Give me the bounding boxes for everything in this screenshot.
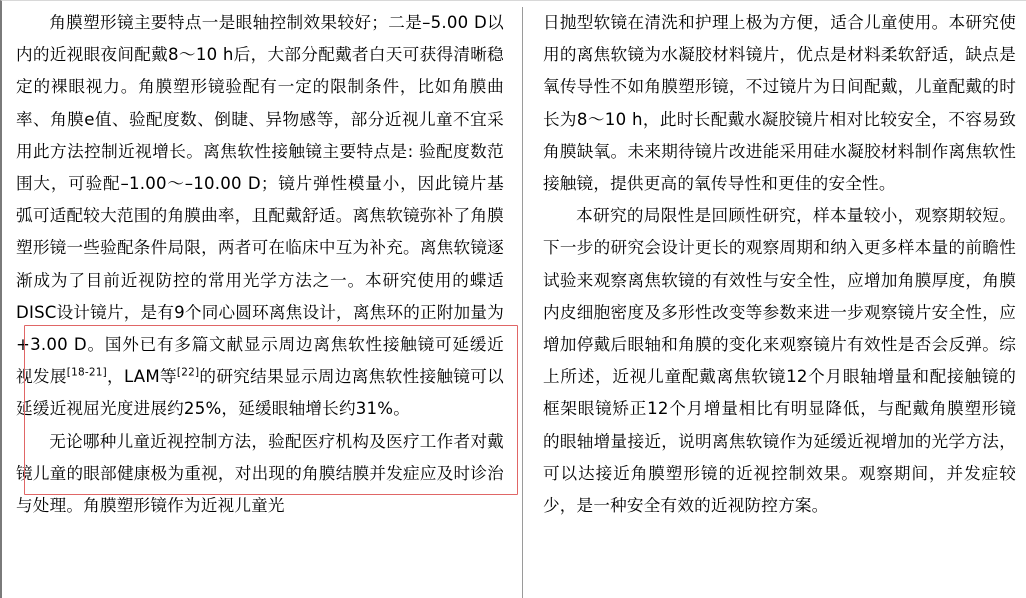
left-paragraph-1-text-a: 角膜塑形镜主要特点一是眼轴控制效果较好；二是–5.00 D以内的近视眼夜间配戴8～10 h后，大部分配戴者白天可获得清晰稳定的裸眼视力。角膜塑形镜验配有一定的限制条件，比如角膜曲率、角膜e值、验配度数、倒睫、异物感等，部分近视儿童不宜采用此方法控制近视增长。离焦软性接触镜主要特点是: 验配度数范围大，可验配–1.00～–10.00 D；镜片弹性模量小，因此镜片基弧可适配较大范围的角膜曲率，且配戴舒适。离焦软镜弥补了角膜塑形镜一些验配条件局限，两者可在临床中互为补充。离焦软镜逐渐成为了目前近视防控的常用光学方法之一。 — [16, 13, 504, 290]
reference-marker-22: [22] — [176, 366, 200, 379]
left-column — [16, 7, 522, 598]
reference-marker-18-21: [18-21] — [66, 366, 107, 379]
left-paragraph-1-text-b-pre: 本研究使用的蝶适DISC设计镜片，是有9个同心圆环离焦设计，离焦环的正附加量为+3.00 D。国外已有多篇文献显示周边离焦软性接触镜可延缓近视发展 — [16, 270, 504, 387]
right-paragraph-1: 日抛型软镜在清洗和护理上极为方便，适合儿童使用。本研究使用的离焦软镜为水凝胶材料镜片，优点是材料柔软舒适，缺点是氧传导性不如角膜塑形镜，不过镜片为日间配戴，儿童配戴的时长为8～10 h，此时长配戴水凝胶镜片相对比较安全，不容易致角膜缺氧。未来期待镜片改进能采用硅水凝胶材料制作离焦软性接触镜，提供更高的氧传导性和更佳的安全性。 — [542, 13, 1016, 194]
left-paragraph-1-text-b-mid: ，LAM等 — [106, 367, 177, 387]
right-paragraph-2: 本研究的局限性是回顾性研究，样本量较小，观察期较短。下一步的研究会设计更长的观察周期和纳入更多样本量的前瞻性试验来观察离焦软镜的有效性与安全性，应增加角膜厚度，角膜内皮细胞密度及多形性改变等参数来进一步观察镜片安全性，应增加停戴后眼轴和角膜的变化来观察镜片有效性是否会反弹。综上所述，近视儿童配戴离焦软镜12个月眼轴增量和配接触镜的框架眼镜矫正12个月增量相比有明显降低，与配戴角膜塑形镜的眼轴增量接近，说明离焦软镜作为延缓近视增加的光学方法，可以达接近角膜塑形镜的近视控制效果。观察期间，并发症较少，是一种安全有效的近视防控方案。 — [542, 206, 1016, 516]
two-column-layout — [2, 1, 1026, 598]
left-paragraph-1-text-b-post: 的研究结果显示周边离焦软性接触镜可以延缓近视屈光度进展约25%，延缓眼轴增长约31%。 — [16, 367, 504, 419]
left-paragraph-2: 无论哪种儿童近视控制方法，验配医疗机构及医疗工作者对戴镜儿童的眼部健康极为重视，对出现的角膜结膜并发症应及时诊治与处理。角膜塑形镜作为近视儿童光 — [16, 431, 504, 516]
right-column — [523, 7, 1016, 598]
left-paragraph-1 — [16, 7, 504, 426]
